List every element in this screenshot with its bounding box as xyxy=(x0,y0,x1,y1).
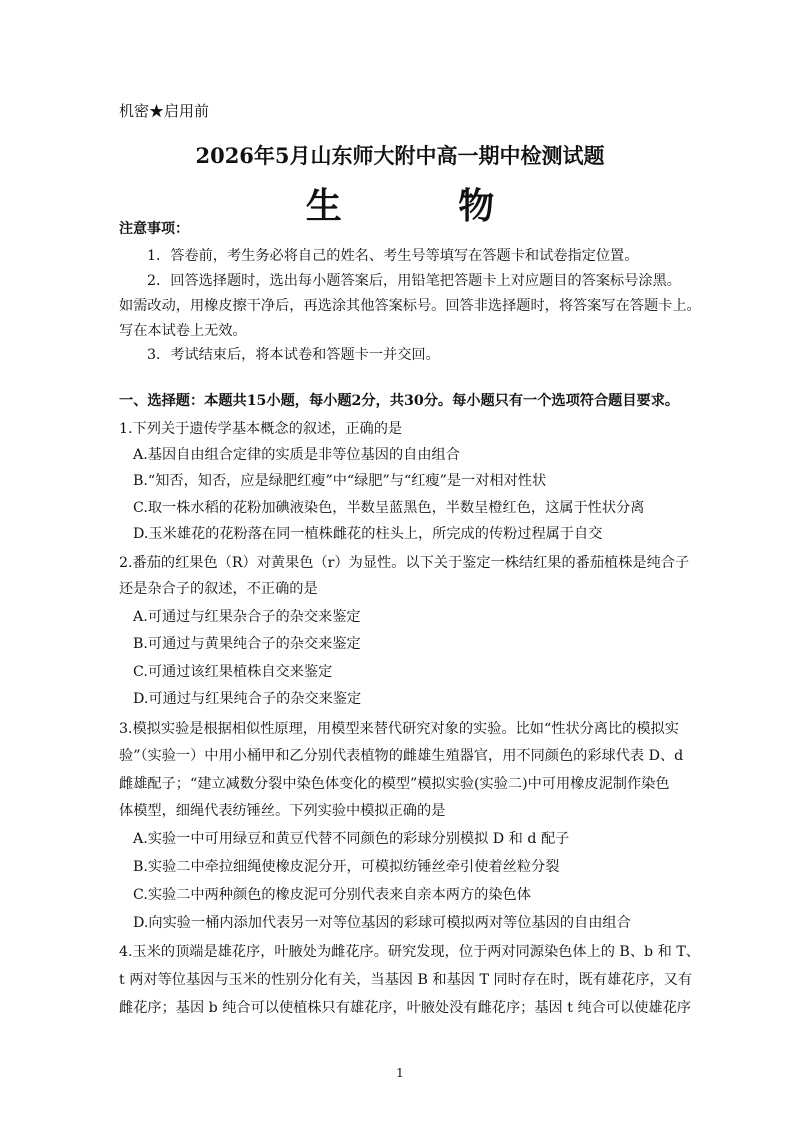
page-number: 1 xyxy=(396,1066,404,1080)
option-c: C.可通过该红果植株自交来鉴定 xyxy=(133,664,333,680)
section-heading: 一、选择题：本题共15小题，每小题2分，共30分。每小题只有一个选项符合题目要求。 xyxy=(119,393,680,409)
option-d: D.玉米雄花的花粉落在同一植株雌花的柱头上，所完成的传粉过程属于自交 xyxy=(133,526,603,542)
exam-title: 2026年5月山东师大附中高一期中检测试题 xyxy=(195,143,605,168)
confidential-label: 机密★启用前 xyxy=(119,102,210,120)
question-stem: 1.下列关于遗传学基本概念的叙述，正确的是 xyxy=(119,421,403,437)
option-a: A.基因自由组合定律的实质是非等位基因的自由组合 xyxy=(133,447,460,463)
option-a: A.实验一中可用绿豆和黄豆代替不同颜色的彩球分别模拟 D 和 d 配子 xyxy=(133,831,570,847)
question-stem: 体模型，细绳代表纺锤丝。下列实验中模拟正确的是 xyxy=(119,803,446,819)
option-d: D.向实验一桶内添加代表另一对等位基因的彩球可模拟两对等位基因的自由组合 xyxy=(133,915,631,931)
question-stem: 4.玉米的顶端是雄花序，叶腋处为雌花序。研究发现，位于两对同源染色体上的 B、b 和 T、 xyxy=(119,944,700,960)
question-stem: t 两对等位基因与玉米的性别分化有关，当基因 B 和基因 T 同时存在时，既有雄花序，又有 xyxy=(119,972,693,988)
question-stem: 2.番茄的红果色（R）对黄果色（r）为显性。以下关于鉴定一株结红果的番茄植株是纯合子 xyxy=(119,555,690,571)
notice-item: 2．回答选择题时，选出每小题答案后，用铅笔把答题卡上对应题目的答案标号涂黑。 xyxy=(147,273,681,289)
option-d: D.可通过与红果纯合子的杂交来鉴定 xyxy=(133,691,362,707)
option-a: A.可通过与红果杂合子的杂交来鉴定 xyxy=(133,609,361,625)
question-stem: 雌雄配子；“建立减数分裂中染色体变化的模型”模拟实验(实验二)中可用橡皮泥制作染色 xyxy=(119,776,670,792)
option-b: B.“知否，知否，应是绿肥红瘦”中“绿肥”与“红瘦”是一对相对性状 xyxy=(133,473,547,489)
question-stem: 验”（实验一）中用小桶甲和乙分别代表植物的雌雄生殖器官，用不同颜色的彩球代表 D、d xyxy=(119,748,684,764)
option-c: C.取一株水稻的花粉加碘液染色，半数呈蓝黑色，半数呈橙红色，这属于性状分离 xyxy=(133,500,645,516)
question-stem: 雌花序；基因 b 纯合可以使植株只有雄花序，叶腋处没有雌花序；基因 t 纯合可以使雄花序 xyxy=(119,1000,691,1016)
question-stem: 3.模拟实验是根据相似性原理，用模型来替代研究对象的实验。比如“性状分离比的模拟实 xyxy=(119,721,679,737)
option-b: B.实验二中牵拉细绳使橡皮泥分开，可模拟纺锤丝牵引使着丝粒分裂 xyxy=(133,859,560,875)
notice-item: 如需改动，用橡皮擦干净后，再选涂其他答案标号。回答非选择题时，将答案写在答题卡上。 xyxy=(119,298,701,314)
question-stem: 还是杂合子的叙述，不正确的是 xyxy=(119,581,318,597)
option-b: B.可通过与黄果纯合子的杂交来鉴定 xyxy=(133,636,361,652)
option-c: C.实验二中两种颜色的橡皮泥可分别代表来自亲本两方的染色体 xyxy=(133,887,531,903)
notice-item: 3．考试结束后，将本试卷和答题卡一并交回。 xyxy=(147,347,440,363)
notice-item: 写在本试卷上无效。 xyxy=(119,323,247,339)
notice-item: 1．答卷前，考生务必将自己的姓名、考生号等填写在答题卡和试卷指定位置。 xyxy=(147,248,639,264)
subject-title: 生 物 xyxy=(305,185,547,227)
notice-heading: 注意事项： xyxy=(119,221,189,237)
